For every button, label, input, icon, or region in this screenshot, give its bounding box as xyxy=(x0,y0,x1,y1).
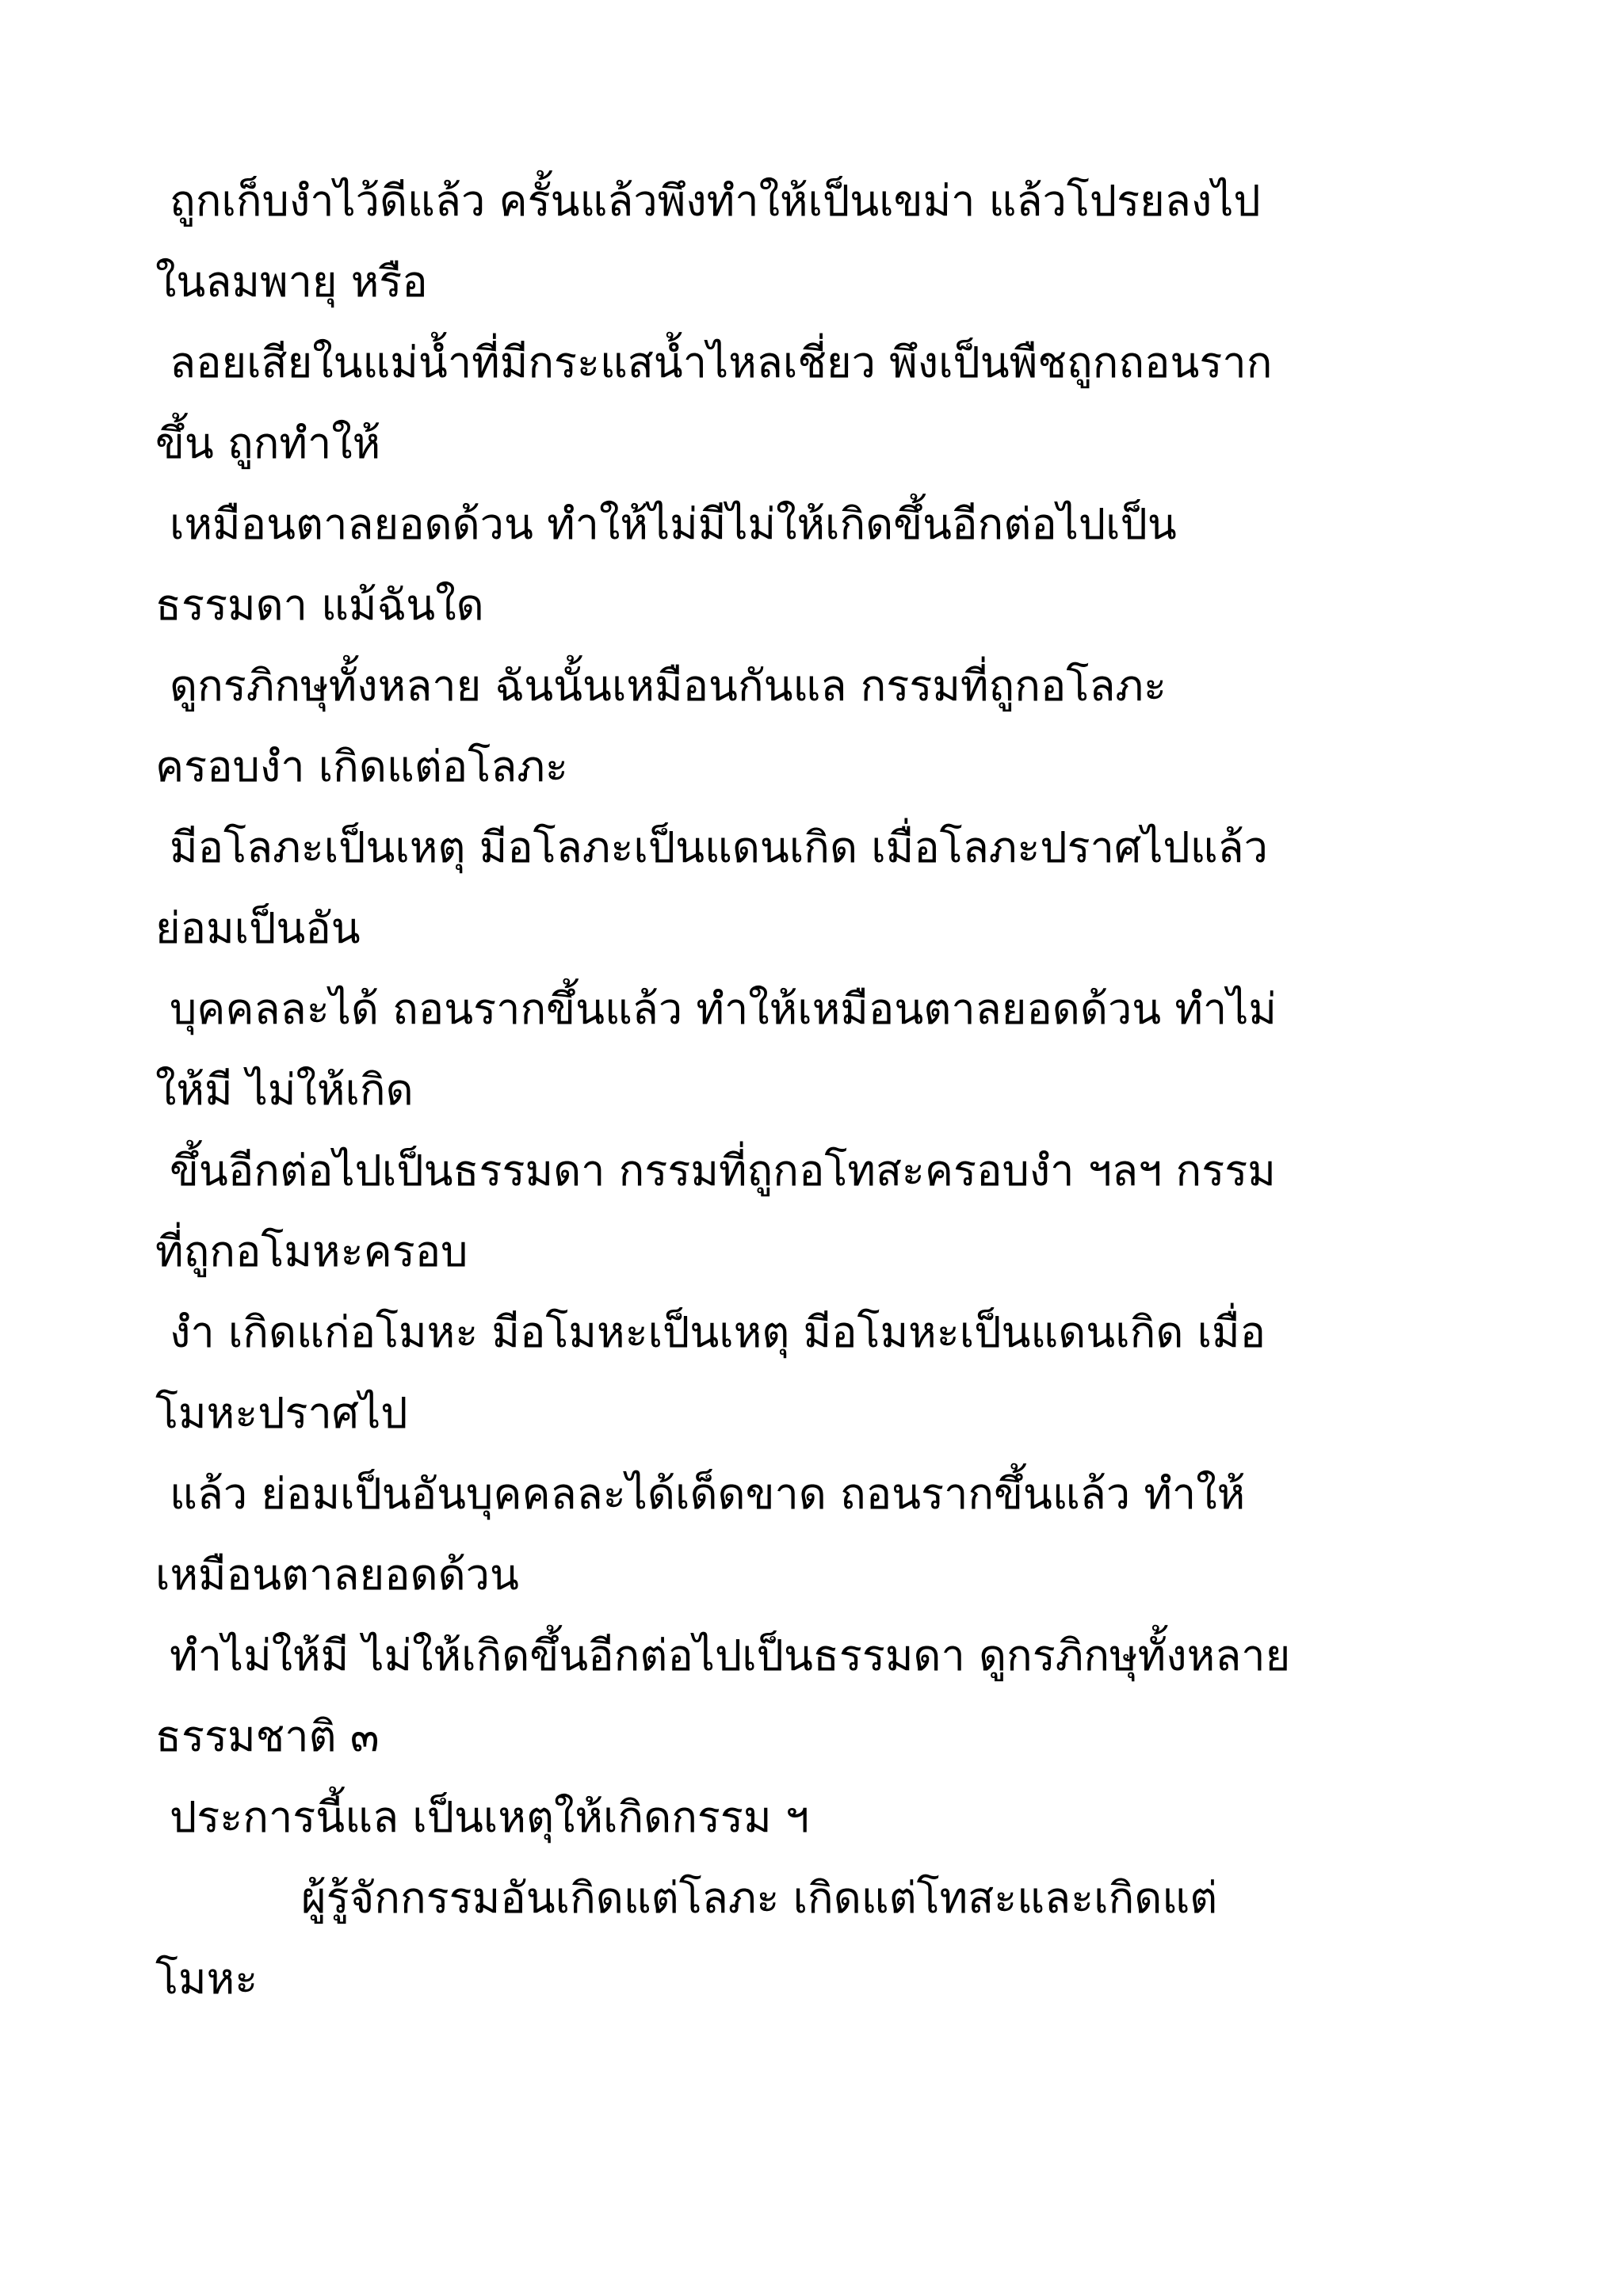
text-line: แล้ว ย่อมเป็นอันบุคคลละได้เด็ดขาด ถอนรากขึ้นแล้ว ทำให้ xyxy=(170,1469,1246,1519)
text-line: เหมือนตาลยอดด้วน xyxy=(155,1550,519,1600)
text-line: ดูกรภิกษุทั้งหลาย ฉันนั้นเหมือนกันแล กรรมที่ถูกอโลภะ xyxy=(170,661,1167,711)
text-line: มีอโลภะเป็นเหตุ มีอโลภะเป็นแดนเกิด เมื่อโลภะปราศไปแล้ว xyxy=(170,822,1268,872)
text-line: เหมือนตาลยอดด้วน ทำให้ไม่มีไม่ให้เกิดขึ้นอีกต่อไปเป็น xyxy=(170,499,1177,549)
text-line: โมหะ xyxy=(155,1954,258,2004)
text-line: ประการนี้แล เป็นเหตุให้เกิดกรรม ฯ xyxy=(170,1792,810,1842)
text-line: ธรรมดา แม้ฉันใด xyxy=(155,580,484,630)
text-line: ทำไม่ให้มี ไม่ให้เกิดขึ้นอีกต่อไปเป็นธรรมดา ดูกรภิกษุทั้งหลาย xyxy=(170,1630,1291,1680)
text-line: ผู้รู้จักกรรมอันเกิดแต่โลภะ เกิดแต่โทสะและเกิดแต่ xyxy=(301,1873,1218,1923)
text-line: ย่อมเป็นอัน xyxy=(155,903,361,953)
text-line: บุคคลละได้ ถอนรากขึ้นแล้ว ทำให้เหมือนตาลยอดด้วน ทำไม่ xyxy=(170,984,1277,1034)
text-line: ถูกเก็บงำไว้ดีแล้ว ครั้นแล้วพึงทำให้เป็นเขม่า แล้วโปรยลงไป xyxy=(170,176,1261,226)
text-line: ให้มี ไม่ให้เกิด xyxy=(155,1065,414,1115)
text-line: ธรรมชาติ ๓ xyxy=(155,1711,380,1761)
text-line: ลอยเสียในแม่น้ำที่มีกระแสน้ำไหลเชี่ยว พึงเป็นพืชถูกถอนราก xyxy=(170,338,1273,387)
text-line: ขึ้น ถูกทำให้ xyxy=(155,418,381,468)
text-line: ในลมพายุ หรือ xyxy=(155,257,428,307)
text-line: ขึ้นอีกต่อไปเป็นธรรมดา กรรมที่ถูกอโทสะครอบงำ ฯลฯ กรรม xyxy=(170,1146,1276,1196)
body-text xyxy=(155,161,1487,2019)
text-line: ครอบงำ เกิดแต่อโลภะ xyxy=(155,742,568,791)
text-line: งำ เกิดแก่อโมหะ มีอโมหะเป็นเหตุ มีอโมหะเป็นแดนเกิด เมื่อ xyxy=(170,1307,1266,1357)
text-line: ที่ถูกอโมหะครอบ xyxy=(155,1226,468,1276)
text-line: โมหะปราศไป xyxy=(155,1388,408,1438)
